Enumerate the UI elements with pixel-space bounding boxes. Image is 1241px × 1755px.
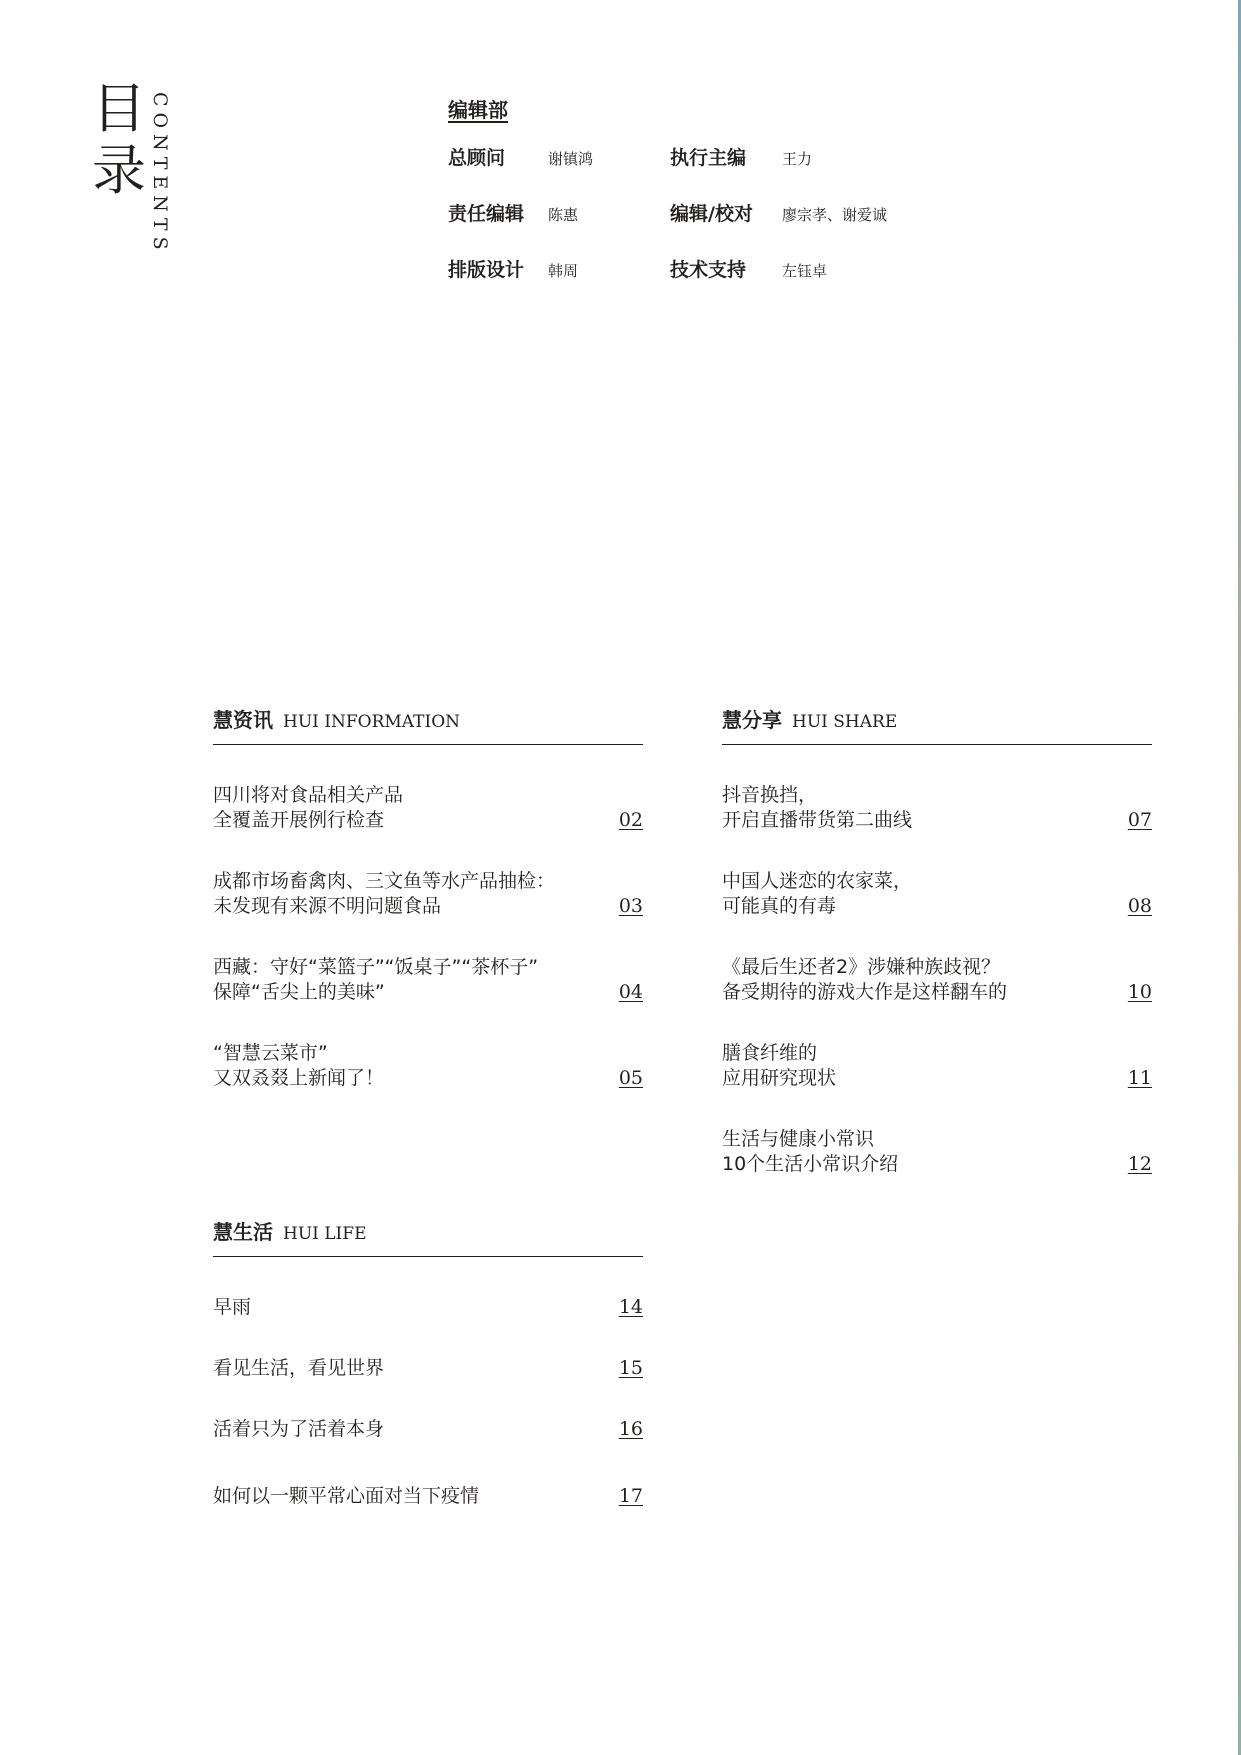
page-number-link[interactable]: 08 [1127,895,1152,917]
toc-item-title [213,1041,384,1091]
toc-item-title: 早雨 [213,1296,252,1318]
editorial-role: 总顾问 [448,147,506,169]
toc-item-title [213,783,403,833]
contents-title-en: CONTENTS [149,92,171,256]
toc-item-line: 西藏：守好“菜篮子”“饭桌子”“茶杯子” [213,956,539,978]
editorial-role: 技术支持 [670,259,747,281]
toc-item-line: 备受期待的游戏大作是这样翻车的 [722,981,1008,1003]
toc-item-line: 生活与健康小常识 [722,1128,875,1150]
section-title-en: HUI LIFE [283,1224,367,1244]
editorial-grid [448,144,968,285]
page-number-link[interactable]: 17 [618,1485,643,1507]
toc-item-line: 全覆盖开展例行检查 [213,809,385,831]
editorial-name: 王力 [782,150,813,168]
toc-item-line: 又双叒叕上新闻了！ [213,1067,385,1089]
section-header [722,704,1152,745]
page-number-link[interactable]: 05 [618,1067,643,1089]
editorial-name: 韩周 [548,262,579,280]
toc-item-line: 《最后生还者2》涉嫌种族歧视？ [722,956,1001,978]
section-hui-life [213,1216,643,1509]
toc-item-line: 膳食纤维的 [722,1042,818,1064]
toc-item-line: 中国人迷恋的农家菜， [722,870,913,892]
section-hui-share [722,704,1152,1213]
toc-item-title: 看见生活，看见世界 [213,1357,385,1379]
editorial-role: 执行主编 [670,147,747,169]
section-header [213,1216,643,1257]
toc-item-title [213,955,538,1005]
section-title-cn: 慧分享 [722,708,782,732]
title-char-1: 目 [92,77,146,140]
section-header [213,704,643,745]
section-title-en: HUI INFORMATION [283,712,461,732]
toc-item-line: 10个生活小常识介绍 [722,1153,899,1175]
toc-item[interactable] [213,1041,643,1091]
editorial-name: 陈惠 [548,206,579,224]
toc-item-title: 如何以一颗平常心面对当下疫情 [213,1485,480,1507]
toc-item-title [213,869,555,919]
toc-item[interactable] [213,1356,643,1381]
editorial-role: 排版设计 [448,259,525,281]
toc-item-line: 抖音换挡， [722,784,818,806]
page-number-link[interactable]: 02 [618,809,643,831]
toc-item[interactable] [722,869,1152,919]
editorial-role: 责任编辑 [448,203,525,225]
toc-item-line: “智慧云菜市” [213,1042,328,1064]
toc-item-line: 四川将对食品相关产品 [213,784,404,806]
editorial-name: 谢镇鸿 [548,150,594,168]
section-title-cn: 慧生活 [213,1220,273,1244]
page-number-link[interactable]: 12 [1127,1153,1152,1175]
toc-item-title [722,783,912,833]
toc-item-title [722,1041,836,1091]
section-title-en: HUI SHARE [792,712,898,732]
section-title-cn: 慧资讯 [213,708,273,732]
toc-item-line: 未发现有来源不明问题食品 [213,895,442,917]
toc-item[interactable] [722,1041,1152,1091]
toc-item[interactable] [213,1417,643,1442]
toc-list [213,1295,643,1509]
toc-item-title: 活着只为了活着本身 [213,1418,385,1440]
toc-item[interactable] [213,1484,643,1509]
page-number-link[interactable]: 11 [1127,1067,1152,1089]
page-number-link[interactable]: 15 [618,1357,643,1379]
toc-item[interactable] [213,783,643,833]
toc-item[interactable] [722,1127,1152,1177]
toc-item[interactable] [722,783,1152,833]
toc-item[interactable] [213,955,643,1005]
toc-item-title [722,1127,898,1177]
editorial-heading: 编辑部 [448,98,508,122]
page-number-link[interactable]: 14 [618,1296,643,1318]
toc-item[interactable] [722,955,1152,1005]
toc-item-line: 可能真的有毒 [722,895,837,917]
page-number-link[interactable]: 04 [618,981,643,1003]
toc-item-line: 保障“舌尖上的美味” [213,981,385,1003]
contents-title-cn [88,78,150,202]
section-hui-information [213,704,643,1127]
page-number-link[interactable]: 03 [618,895,643,917]
toc-item-line: 成都市场畜禽肉、三文鱼等水产品抽检： [213,870,556,892]
toc-list [213,783,643,1091]
toc-item[interactable] [213,869,643,919]
toc-list [722,783,1152,1177]
toc-item-line: 开启直播带货第二曲线 [722,809,913,831]
editorial-role: 编辑/校对 [670,203,753,225]
title-char-2: 录 [92,139,146,202]
page-number-link[interactable]: 16 [618,1418,643,1440]
toc-item-title [722,955,1007,1005]
toc-item-title [722,869,912,919]
editorial-name: 廖宗孝、谢爱诚 [782,206,888,224]
page-number-link[interactable]: 07 [1127,809,1152,831]
editorial-name: 左钰卓 [782,262,828,280]
toc-item-line: 应用研究现状 [722,1067,837,1089]
page-number-link[interactable]: 10 [1127,981,1152,1003]
editorial-board [448,96,968,285]
toc-item[interactable] [213,1295,643,1320]
